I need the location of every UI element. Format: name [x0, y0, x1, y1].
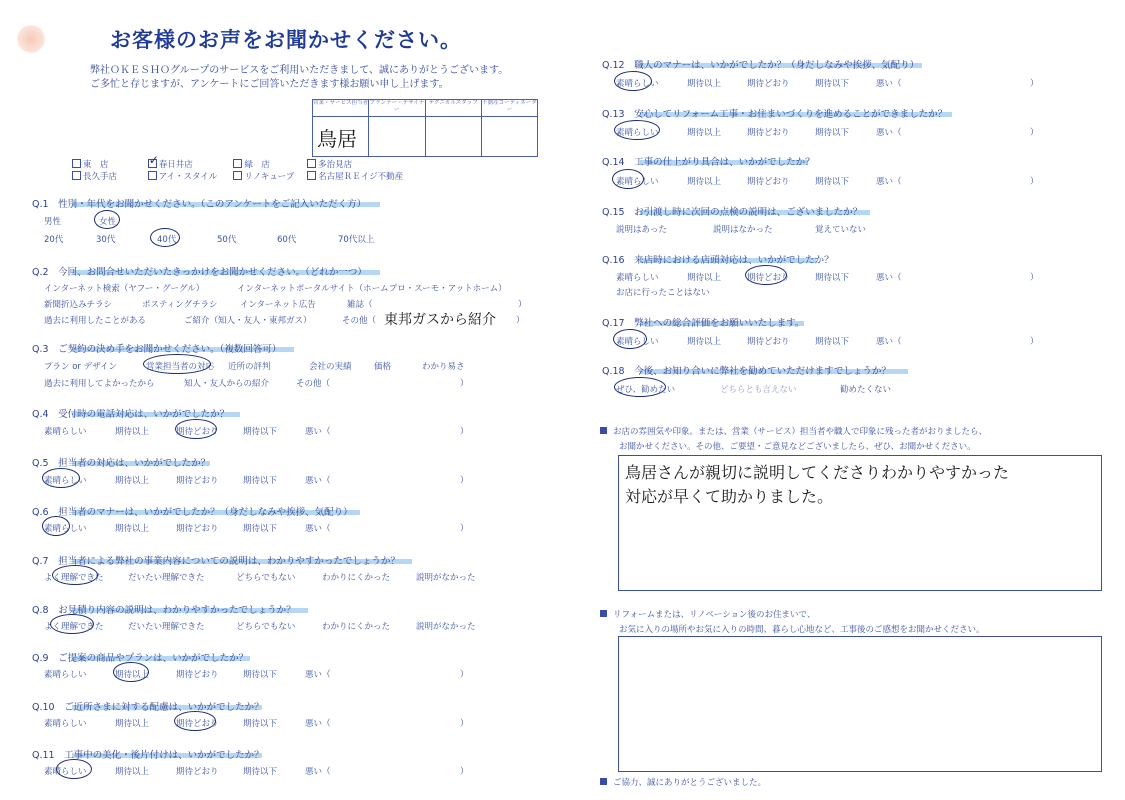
q2-option[interactable]: インターネット広告	[240, 300, 316, 310]
bullet-square	[600, 610, 607, 617]
q3-option[interactable]: その他（	[296, 379, 331, 389]
rating-option[interactable]: 期待以下	[815, 128, 850, 138]
q3-option[interactable]: プラン or デザイン	[44, 362, 118, 372]
q13-question: Q.13 安心してリフォーム工事・お住まいづくりを進めることができましたか？	[602, 109, 948, 120]
q2-option[interactable]: インターネット検索（ヤフー・グーグル）	[44, 284, 205, 294]
comment1-handwriting-line1: 鳥居さんが親切に説明してくださりわかりやすかった	[625, 463, 1010, 482]
rating-option[interactable]: 悪い（	[876, 337, 902, 347]
comment2-prompt: リフォームまたは、リノベーション後のお住まいで、 お気に入りの場所やお気に入りの時間、暮らし心地など、工事後のご感想をお聞かせください。	[600, 608, 985, 635]
q15-question: Q.15 お引渡し時に次回の点検の説明は、ございましたか？	[602, 207, 863, 218]
rating-option[interactable]: 悪い（	[876, 128, 902, 138]
q2-option[interactable]: インターネットポータルサイト（ホームプロ・スーモ・アットホーム）	[237, 284, 507, 294]
q6-question: Q.6 担当者のマナーは、いかがでしたか？（身だしなみや挨拶、気配り）	[32, 507, 353, 518]
understand-option[interactable]: わかりにくかった	[322, 573, 391, 583]
comment1-box[interactable]	[618, 455, 1102, 591]
answer-circle	[56, 759, 92, 779]
paren-close: ）	[460, 427, 469, 437]
paren-close: ）	[460, 767, 469, 777]
staff-table	[312, 99, 538, 157]
q3-option[interactable]: 近所の評判	[228, 362, 271, 372]
q18-option[interactable]: どちらとも言えない	[720, 385, 797, 395]
understand-option[interactable]: よく理解できた	[44, 573, 104, 583]
staff-name: 鳥居	[317, 127, 357, 151]
rating-option[interactable]: 悪い（	[305, 670, 331, 680]
store-checkbox-checked[interactable]: ✓	[148, 153, 159, 167]
q1-age[interactable]: 60代	[277, 235, 297, 245]
logo-stamp	[16, 24, 46, 54]
q18-option[interactable]: ぜひ、勧めたい	[616, 385, 676, 395]
paren-close: ）	[460, 476, 469, 486]
paren-close: ）	[1030, 273, 1039, 283]
comment2-box[interactable]	[618, 636, 1102, 772]
rating-option[interactable]: 期待以下	[815, 337, 850, 347]
understand-option[interactable]: わかりにくかった	[322, 622, 391, 632]
q18-question: Q.18 今後、お知り合いに弊社を勧めていただけますでしょうか？	[602, 366, 891, 377]
rating-option[interactable]: 期待以上	[115, 476, 150, 486]
q14-question: Q.14 工事の仕上がり具合は、いかがでしたか？	[602, 157, 815, 168]
q3-option[interactable]: 知人・友人からの紹介	[184, 379, 270, 389]
rating-option[interactable]: 期待以下	[815, 79, 850, 89]
q17-question: Q.17 弊社への総合評価をお願いいたします。	[602, 318, 805, 329]
rating-option[interactable]: 素晴らしい	[616, 337, 659, 347]
rating-option[interactable]: 素晴らしい	[616, 79, 659, 89]
understand-option[interactable]: 説明がなかった	[416, 622, 476, 632]
q2-handwritten: 東邦ガスから紹介	[384, 312, 496, 328]
rating-option[interactable]: 期待以上	[687, 273, 722, 283]
store-row-2: 長久手店 アイ・スタイル リノキューブ 名古屋ＲＥイジ不動産	[72, 170, 403, 182]
q18-option[interactable]: 勧めたくない	[840, 385, 892, 395]
rating-option[interactable]: 期待以上	[687, 128, 722, 138]
rating-option[interactable]: 悪い（	[876, 79, 902, 89]
q3-question: Q.3 ご契約の決め手をお聞かせください。（複数回答可）	[32, 344, 282, 355]
rating-option[interactable]: 期待以下	[243, 476, 278, 486]
store-checkbox[interactable]	[72, 159, 81, 168]
q3-option[interactable]: 会社の実績	[309, 362, 352, 372]
q15-option[interactable]: 覚えていない	[815, 225, 867, 235]
rating-option[interactable]: 期待以上	[115, 670, 150, 680]
rating-option[interactable]: 素晴らしい	[44, 476, 87, 486]
bullet-square	[600, 778, 607, 785]
store-checkbox[interactable]	[307, 171, 316, 180]
understand-option[interactable]: どちらでもない	[236, 573, 296, 583]
answer-circle	[42, 516, 70, 536]
q3-option[interactable]: 営業担当者の対応	[146, 362, 215, 372]
q16-extra-option[interactable]: お店に行ったことはない	[616, 288, 710, 298]
rating-option[interactable]: 期待どおり	[176, 524, 219, 534]
rating-option[interactable]: 期待以下	[243, 767, 278, 777]
rating-option[interactable]: 期待以下	[243, 427, 278, 437]
q4-question: Q.4 受付時の電話対応は、いかがでしたか？	[32, 409, 230, 420]
answer-circle	[614, 377, 666, 397]
q10-question: Q.10 ご近所さまに対する配慮は、いかがでしたか？	[32, 702, 264, 713]
rating-option[interactable]: 期待以下	[815, 177, 850, 187]
rating-option[interactable]: 素晴らしい	[44, 524, 87, 534]
understand-option[interactable]: どちらでもない	[236, 622, 296, 632]
understand-option[interactable]: 説明がなかった	[416, 573, 476, 583]
answer-circle	[174, 711, 216, 731]
page-title: お客様のお声をお聞かせください。	[110, 28, 462, 52]
q2-option[interactable]: 過去に利用したことがある	[44, 316, 147, 326]
thanks-line: ご協力、誠にありがとうございました。	[600, 776, 766, 788]
paren-close: ）	[516, 316, 525, 326]
paren-close: ）	[460, 379, 469, 389]
answer-circle	[612, 169, 644, 189]
rating-option[interactable]: 素晴らしい	[44, 767, 87, 777]
answer-circle	[52, 565, 98, 585]
q1-age[interactable]: 40代	[157, 235, 177, 245]
q2-option[interactable]: 雑誌（	[347, 300, 373, 310]
q1-age[interactable]: 30代	[96, 235, 116, 245]
q15-option[interactable]: 説明はあった	[616, 225, 667, 235]
comment1-handwriting-line2: 対応が早くて助かりました。	[625, 487, 834, 506]
rating-option[interactable]: 期待以上	[687, 79, 722, 89]
rating-option[interactable]: 期待どおり	[747, 337, 790, 347]
answer-circle	[614, 120, 660, 140]
answer-circle	[175, 419, 217, 439]
q1-age[interactable]: 70代以上	[338, 235, 375, 245]
q15-option[interactable]: 説明はなかった	[713, 225, 773, 235]
rating-option[interactable]: 期待どおり	[176, 476, 219, 486]
rating-option[interactable]: 期待以上	[115, 427, 150, 437]
bullet-square	[600, 427, 607, 434]
understand-option[interactable]: だいたい理解できた	[128, 573, 205, 583]
paren-close: ）	[518, 300, 527, 310]
rating-option[interactable]: 悪い（	[305, 719, 331, 729]
rating-option[interactable]: 悪い（	[305, 767, 331, 777]
answer-circle	[94, 210, 120, 229]
q2-option[interactable]: ご紹介（知人・友人・東邦ガス）	[184, 316, 312, 326]
paren-close: ）	[1030, 177, 1039, 187]
rating-option[interactable]: 素晴らしい	[44, 670, 87, 680]
rating-option[interactable]: 期待以下	[243, 719, 278, 729]
store-checkbox[interactable]	[148, 171, 157, 180]
q2-question: Q.2 今回、お問合せいただいたきっかけをお聞かせください。（どれか一つ）	[32, 267, 367, 278]
q11-question: Q.11 工事中の美化・後片付けは、いかがでしたか？	[32, 750, 264, 761]
paren-close: ）	[460, 524, 469, 534]
answer-circle	[613, 329, 647, 349]
rating-option[interactable]: 期待どおり	[176, 719, 219, 729]
q1-option[interactable]: 女性	[99, 217, 117, 227]
answer-circle	[42, 468, 80, 488]
store-checkbox[interactable]	[307, 159, 316, 168]
staff-header-technical: テクニカルスタッフ	[426, 100, 481, 117]
answer-circle	[113, 662, 149, 682]
comment1-prompt: お店の雰囲気や印象。または、営業（サービス）担当者や職人で印象に残った者がおりましたら、 お聞かせください。その他、ご要望・ご意見などございましたら、ぜひ、お聞かせください。	[600, 425, 987, 452]
q9-question: Q.9 ご提案の商品やプランは、いかがでしたか？	[32, 653, 249, 664]
answer-circle	[745, 265, 787, 285]
q3-option[interactable]: 過去に利用してよかったから	[44, 379, 155, 389]
rating-option[interactable]: 期待以上	[115, 719, 150, 729]
q1-age[interactable]: 20代	[44, 235, 64, 245]
rating-option[interactable]: 期待以上	[687, 177, 722, 187]
rating-option[interactable]: 期待どおり	[747, 177, 790, 187]
q8-question: Q.8 お見積り内容の説明は、わかりやすかったでしょうか？	[32, 605, 296, 616]
answer-circle	[50, 614, 94, 634]
rating-option[interactable]: 期待以下	[243, 670, 278, 680]
understand-option[interactable]: よく理解できた	[44, 622, 104, 632]
q3-option[interactable]: 価格	[374, 362, 392, 372]
rating-option[interactable]: 悪い（	[305, 427, 331, 437]
paren-close: ）	[1030, 79, 1039, 89]
q2-option[interactable]: ポスティングチラシ	[142, 300, 218, 310]
answer-circle	[143, 354, 211, 374]
q3-option[interactable]: わかり易さ	[422, 362, 465, 372]
paren-close: ）	[460, 670, 469, 680]
q7-question: Q.7 担当者による弊社の事業内容についての説明は、わかりやすかったでしょうか？	[32, 556, 400, 567]
q2-option[interactable]: その他（	[342, 316, 377, 326]
q2-option[interactable]: 新聞折込みチラシ	[44, 300, 113, 310]
rating-option[interactable]: 期待どおり	[176, 767, 219, 777]
rating-option[interactable]: 期待どおり	[747, 128, 790, 138]
rating-option[interactable]: 期待どおり	[747, 79, 790, 89]
paren-close: ）	[460, 719, 469, 729]
rating-option[interactable]: 期待以上	[115, 524, 150, 534]
understand-option[interactable]: だいたい理解できた	[128, 622, 205, 632]
rating-option[interactable]: 期待以上	[687, 337, 722, 347]
rating-option[interactable]: 期待どおり	[747, 273, 790, 283]
rating-option[interactable]: 悪い（	[305, 476, 331, 486]
rating-option[interactable]: 素晴らしい	[44, 427, 87, 437]
rating-option[interactable]: 悪い（	[305, 524, 331, 534]
intro-line-1: 弊社ＯＫＥＳＨＯグループのサービスをご利用いただきまして、誠にありがとうございます。	[90, 65, 509, 76]
rating-option[interactable]: 期待以下	[243, 524, 278, 534]
q5-question: Q.5 担当者の対応は、いかがでしたか？	[32, 458, 211, 469]
rating-option[interactable]: 悪い（	[876, 273, 902, 283]
rating-option[interactable]: 素晴らしい	[44, 719, 87, 729]
store-checkbox[interactable]	[233, 171, 242, 180]
store-row-1: 東 店 ✓ 春日井店 緑 店 多治見店	[72, 158, 352, 170]
store-checkbox[interactable]	[233, 159, 242, 168]
staff-header-sales: 営業・サービス担当者	[313, 100, 368, 117]
rating-option[interactable]: 期待以上	[115, 767, 150, 777]
q1-question: Q.1 性別・年代をお聞かせください。（このアンケートをご記入いただく方）	[32, 199, 367, 210]
q1-option[interactable]: 男性	[44, 217, 62, 227]
answer-circle	[150, 228, 180, 247]
q16-question: Q.16 来店時における店頭対応は、いかがでしたか？	[602, 255, 834, 266]
q12-question: Q.12 職人のマナーは、いかがでしたか？（身だしなみや挨拶、気配り）	[602, 60, 920, 71]
intro-line-2: ご多忙と存じますが、アンケートにご回答いただきます様お願い申し上げます。	[90, 79, 449, 90]
paren-close: ）	[1030, 128, 1039, 138]
q1-age[interactable]: 50代	[217, 235, 237, 245]
rating-option[interactable]: 素晴らしい	[616, 177, 659, 187]
paren-close: ）	[1030, 337, 1039, 347]
staff-header-planner: プランナー・デザイナー	[369, 100, 424, 117]
store-checkbox[interactable]	[72, 171, 81, 180]
rating-option[interactable]: 期待どおり	[176, 427, 219, 437]
rating-option[interactable]: 悪い（	[876, 177, 902, 187]
rating-option[interactable]: 素晴らしい	[616, 273, 659, 283]
rating-option[interactable]: 期待以下	[815, 273, 850, 283]
staff-header-realestate: 不動産コーディネーター	[482, 100, 537, 117]
answer-circle	[614, 71, 652, 91]
rating-option[interactable]: 期待どおり	[176, 670, 219, 680]
rating-option[interactable]: 素晴らしい	[616, 128, 659, 138]
